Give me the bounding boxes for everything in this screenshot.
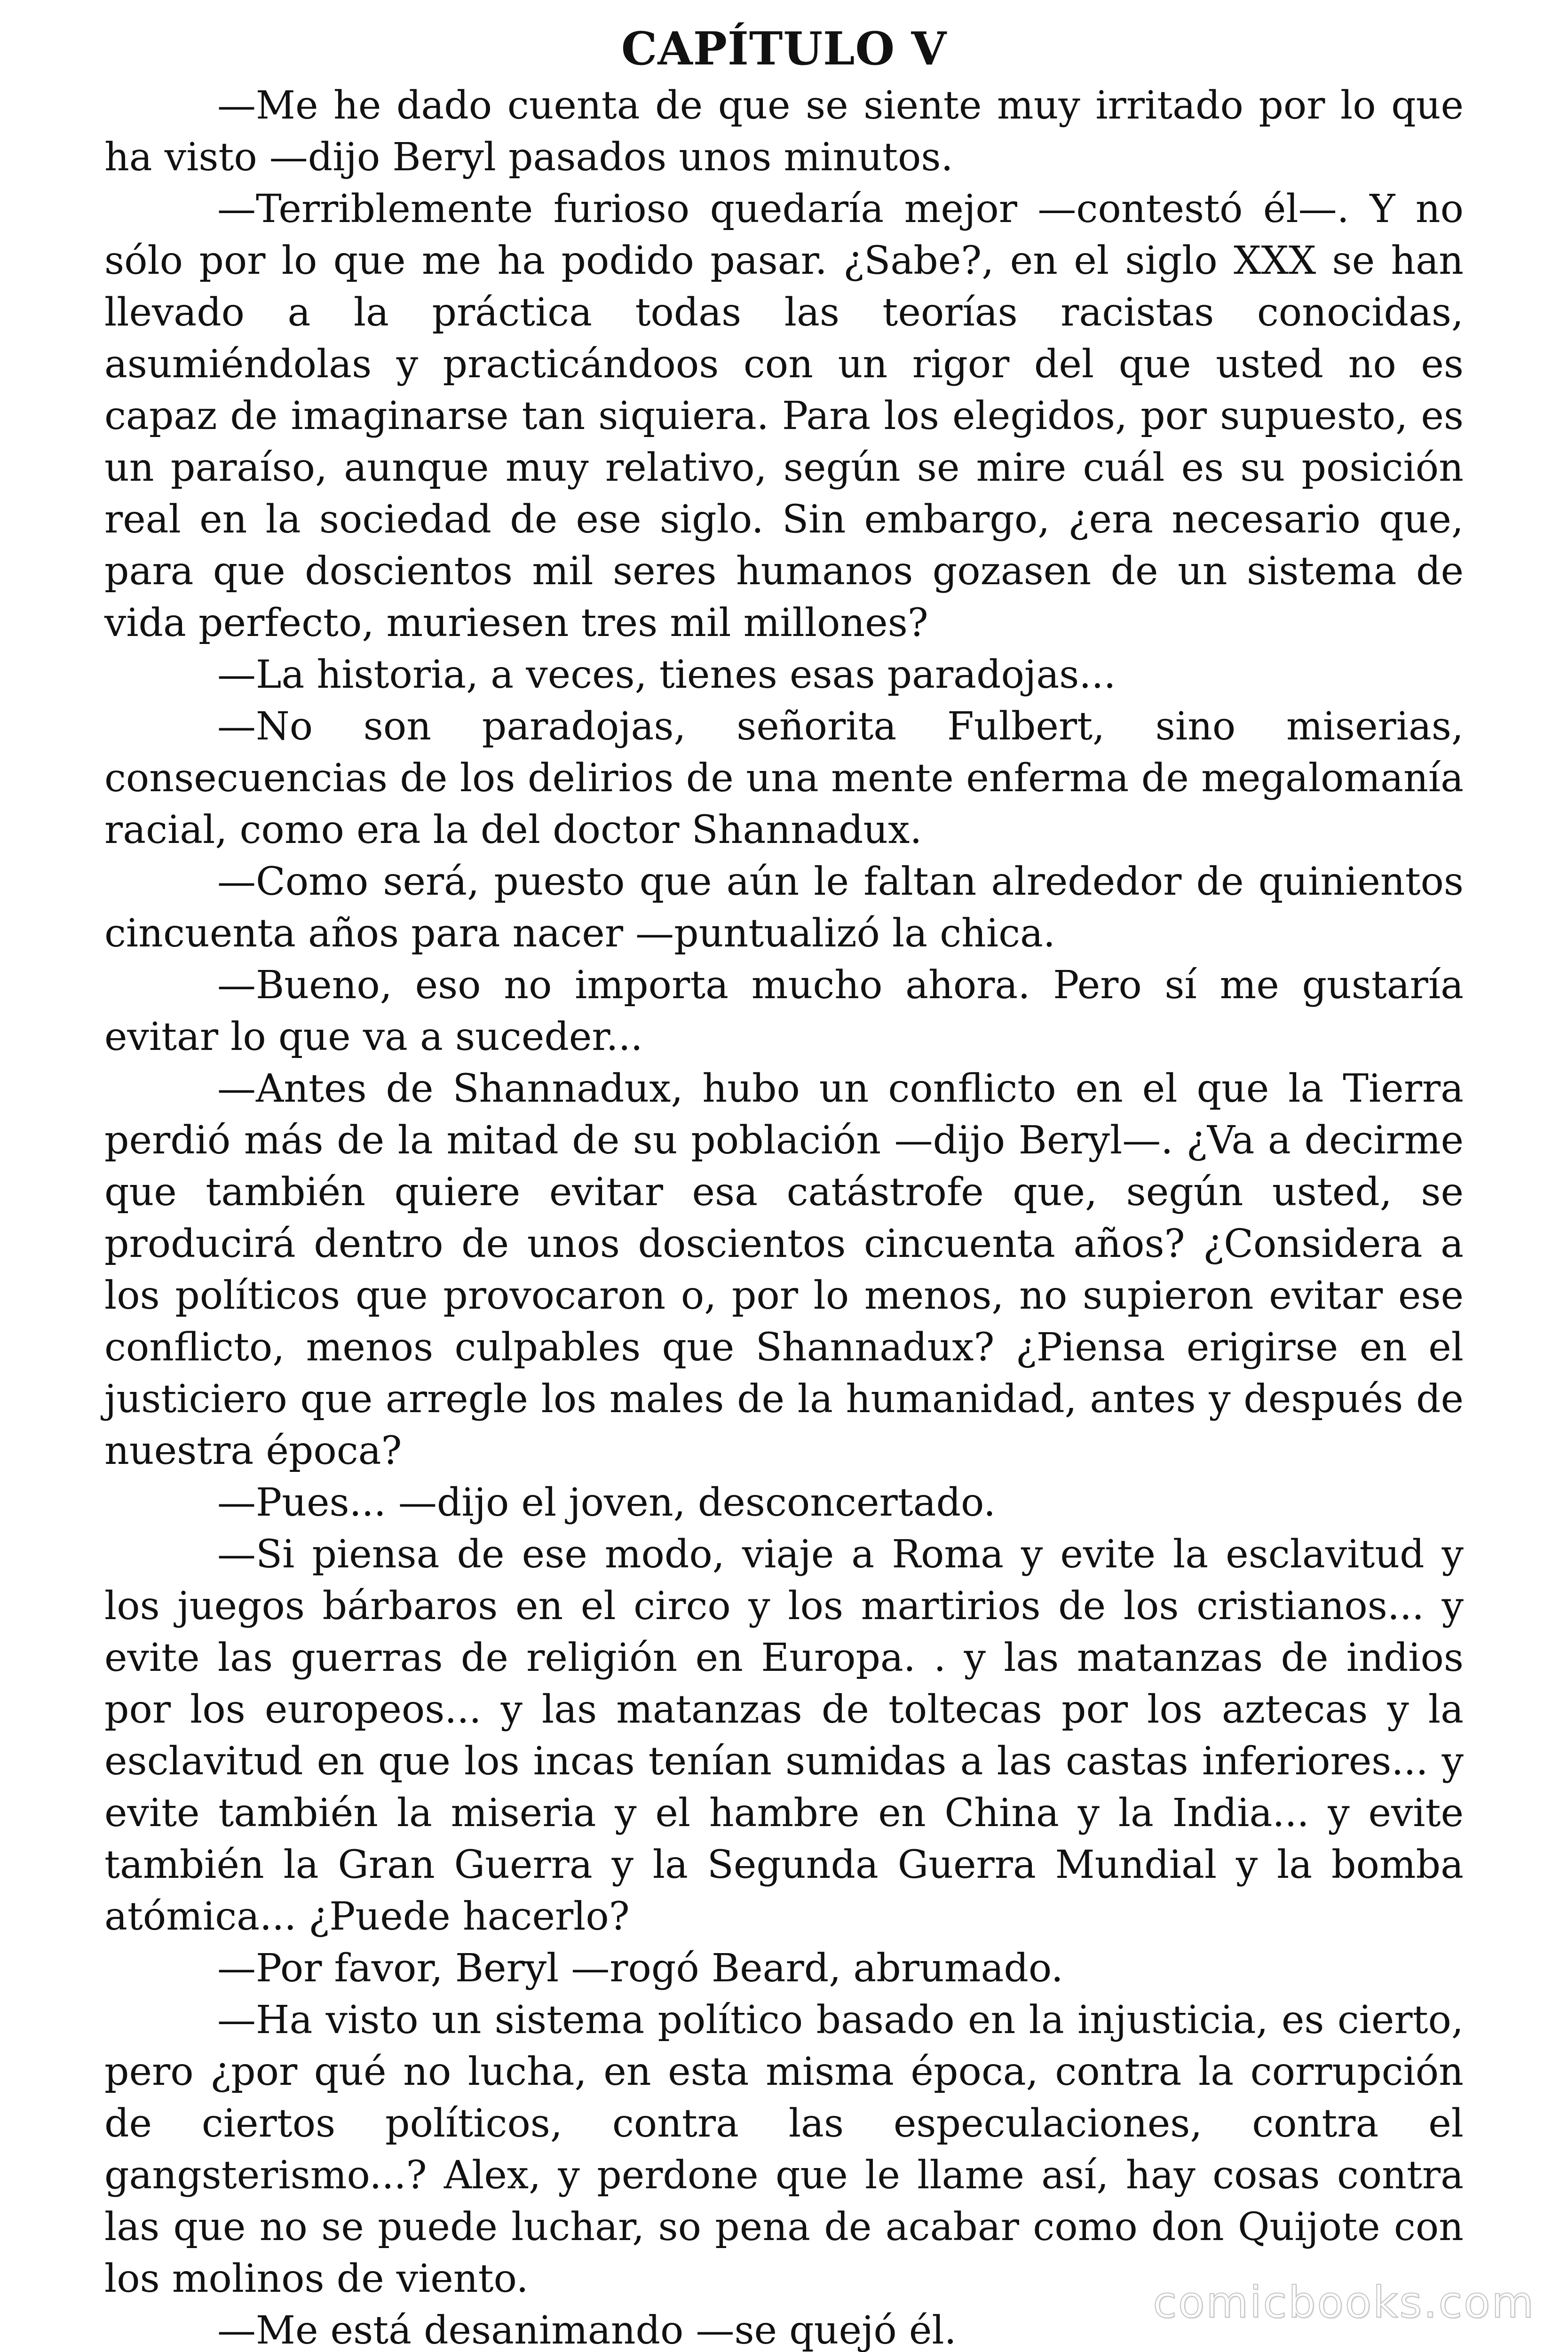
paragraph: —Si piensa de ese modo, viaje a Roma y evite la esclavitud y los juegos bárbaros en el circo y los martirios de los cristianos... y evite las guerras de religión en Europa. . y las matanzas de indios por los europeos... y las matanzas de toltecas por los aztecas y la esclavitud en que los incas tenían sumidas a las castas inferiores... y evite también la miseria y el hambre en China y la India... y evite también la Gran Guerra y la Segunda Guerra Mundial y la bomba atómica... ¿Puede hacerlo? [104,1532,1464,1939]
paragraph: —Me está desanimando —se quejó él. [217,2308,957,2352]
chapter-title: CAPÍTULO V [621,22,947,75]
watermark: comicbooks.com [1153,2277,1535,2328]
paragraph: —Como será, puesto que aún le faltan alrededor de quinientos cincuenta años para nacer —puntualizó la chica. [104,859,1464,956]
paragraph: —Me he dado cuenta de que se siente muy irritado por lo que ha visto —dijo Beryl pasados unos minutos. [104,83,1464,180]
paragraph: —Por favor, Beryl —rogó Beard, abrumado. [217,1946,1063,1991]
paragraph: —Pues... —dijo el joven, desconcertado. [217,1480,996,1525]
paragraph: —No son paradojas, señorita Fulbert, sino miserias, consecuencias de los delirios de una mente enferma de megalomanía racial, como era la del doctor Shannadux. [104,704,1464,852]
paragraph: —Bueno, eso no importa mucho ahora. Pero sí me gustaría evitar lo que va a suceder... [104,963,1464,1059]
paragraph: —Ha visto un sistema político basado en la injusticia, es cierto, pero ¿por qué no lucha, en esta misma época, contra la corrupción de ciertos políticos, contra las especulaciones, contra el gangsterismo...? Alex, y perdone que le llame así, hay cosas contra las que no se puede luchar, so pena de acabar como don Quijote con los molinos de viento. [104,1998,1464,2301]
paragraph: —La historia, a veces, tienes esas paradojas... [217,652,1116,697]
chapter-body [104,80,1464,2352]
paragraph: —Terriblemente furioso quedaría mejor —contestó él—. Y no sólo por lo que me ha podido pasar. ¿Sabe?, en el siglo XXX se han llevado a la práctica todas las teorías racistas conocidas, asumiéndolas y practicándoos con un rigor del que usted no es capaz de imaginarse tan siquiera. Para los elegidos, por supuesto, es un paraíso, aunque muy relativo, según se mire cuál es su posición real en la sociedad de ese siglo. Sin embargo, ¿era necesario que, para que doscientos mil seres humanos gozasen de un sistema de vida perfecto, muriesen tres mil millones? [104,187,1464,645]
paragraph: —Antes de Shannadux, hubo un conflicto en el que la Tierra perdió más de la mitad de su población —dijo Beryl—. ¿Va a decirme que también quiere evitar esa catástrofe que, según usted, se producirá dentro de unos doscientos cincuenta años? ¿Considera a los políticos que provocaron o, por lo menos, no supieron evitar ese conflicto, menos culpables que Shannadux? ¿Piensa erigirse en el justiciero que arregle los males de la humanidad, antes y después de nuestra época? [104,1066,1464,1473]
